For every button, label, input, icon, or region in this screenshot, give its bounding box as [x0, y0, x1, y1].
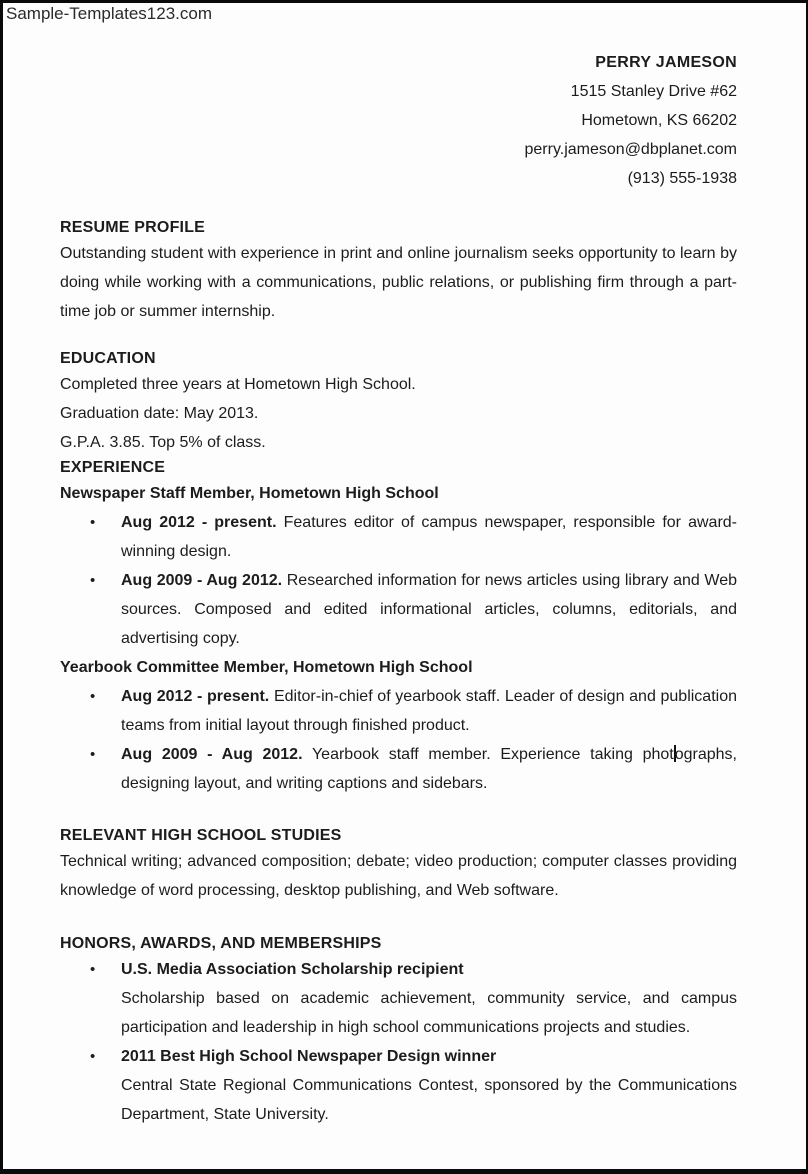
- resume-body: [60, 217, 737, 1129]
- experience-bullet: [60, 682, 737, 740]
- section-education: [60, 348, 737, 457]
- honor-description: Scholarship based on academic achievement, community service, and campus participation and leadership in high school communications projects and studies.: [121, 990, 737, 1036]
- honors-list: [60, 955, 737, 1129]
- experience-heading: EXPERIENCE: [60, 459, 166, 476]
- section-relevant-studies: [60, 825, 737, 905]
- bullet-date-range: Aug 2012 - present.: [121, 514, 277, 531]
- bullet-text: ographs, designing layout, and writing captions and sidebars.: [121, 746, 737, 792]
- resume-profile-heading: RESUME PROFILE: [60, 219, 206, 236]
- experience-bullet: [60, 508, 737, 566]
- phone-text: (913) 555-1938: [627, 170, 737, 187]
- education-heading: EDUCATION: [60, 350, 156, 367]
- email-text: perry.jameson@dbplanet.com: [524, 141, 737, 158]
- watermark-text: Sample-Templates123.com: [6, 4, 212, 23]
- honor-title: • 2011 Best High School Newspaper Design winner: [121, 1048, 497, 1065]
- address-line-2: Hometown, KS 66202: [581, 112, 737, 129]
- education-line: Graduation date: May 2013.: [60, 405, 259, 422]
- bullet-date-range: Aug 2009 - Aug 2012.: [121, 572, 283, 589]
- honor-item: [60, 1042, 737, 1129]
- relevant-studies-heading: RELEVANT HIGH SCHOOL STUDIES: [60, 827, 342, 844]
- job-title: Yearbook Committee Member, Hometown High School: [60, 659, 473, 676]
- resume-profile-paragraph: Outstanding student with experience in print and online journalism seeks opportunity to learn by doing while working with a communications, public relations, or publishing firm through a part-time job or summer internship.: [60, 245, 737, 320]
- section-experience: [60, 457, 737, 798]
- job-title: Newspaper Staff Member, Hometown High School: [60, 485, 439, 502]
- bullet-date-range: Aug 2012 - present.: [121, 688, 270, 705]
- education-line: G.P.A. 3.85. Top 5% of class.: [60, 434, 266, 451]
- honor-title: • U.S. Media Association Scholarship recipient: [121, 961, 464, 978]
- address-line-1: 1515 Stanley Drive #62: [570, 83, 737, 100]
- bullet-text: Researched information for news articles using library and Web sources. Composed and edited informational articles, columns, editorials, and advertising copy.: [121, 572, 738, 647]
- bullet-text: Features editor of campus newspaper, responsible for award-winning design.: [121, 514, 737, 560]
- contact-header: [60, 48, 737, 193]
- candidate-name: PERRY JAMESON: [595, 54, 737, 71]
- honor-description: Central State Regional Communications Contest, sponsored by the Communications Department, State University.: [121, 1077, 737, 1123]
- job-bullet-list: [60, 682, 737, 798]
- bullet-date-range: Aug 2009 - Aug 2012.: [121, 746, 303, 763]
- section-resume-profile: [60, 217, 737, 326]
- bullet-text: Editor-in-chief of yearbook staff. Leader of design and publication teams from initial layout through finished product.: [121, 688, 738, 734]
- experience-bullet: [60, 740, 737, 798]
- education-line: Completed three years at Hometown High School.: [60, 376, 416, 393]
- honors-heading: HONORS, AWARDS, AND MEMBERSHIPS: [60, 935, 382, 952]
- honor-item: [60, 955, 737, 1042]
- relevant-studies-paragraph: Technical writing; advanced composition; debate; video production; computer classes providing knowledge of word processing, desktop publishing, and Web software.: [60, 853, 737, 899]
- bullet-text: Yearbook staff member. Experience taking phot: [311, 746, 674, 763]
- section-honors-awards: [60, 933, 737, 1129]
- job-bullet-list: [60, 508, 737, 653]
- experience-bullet: [60, 566, 737, 653]
